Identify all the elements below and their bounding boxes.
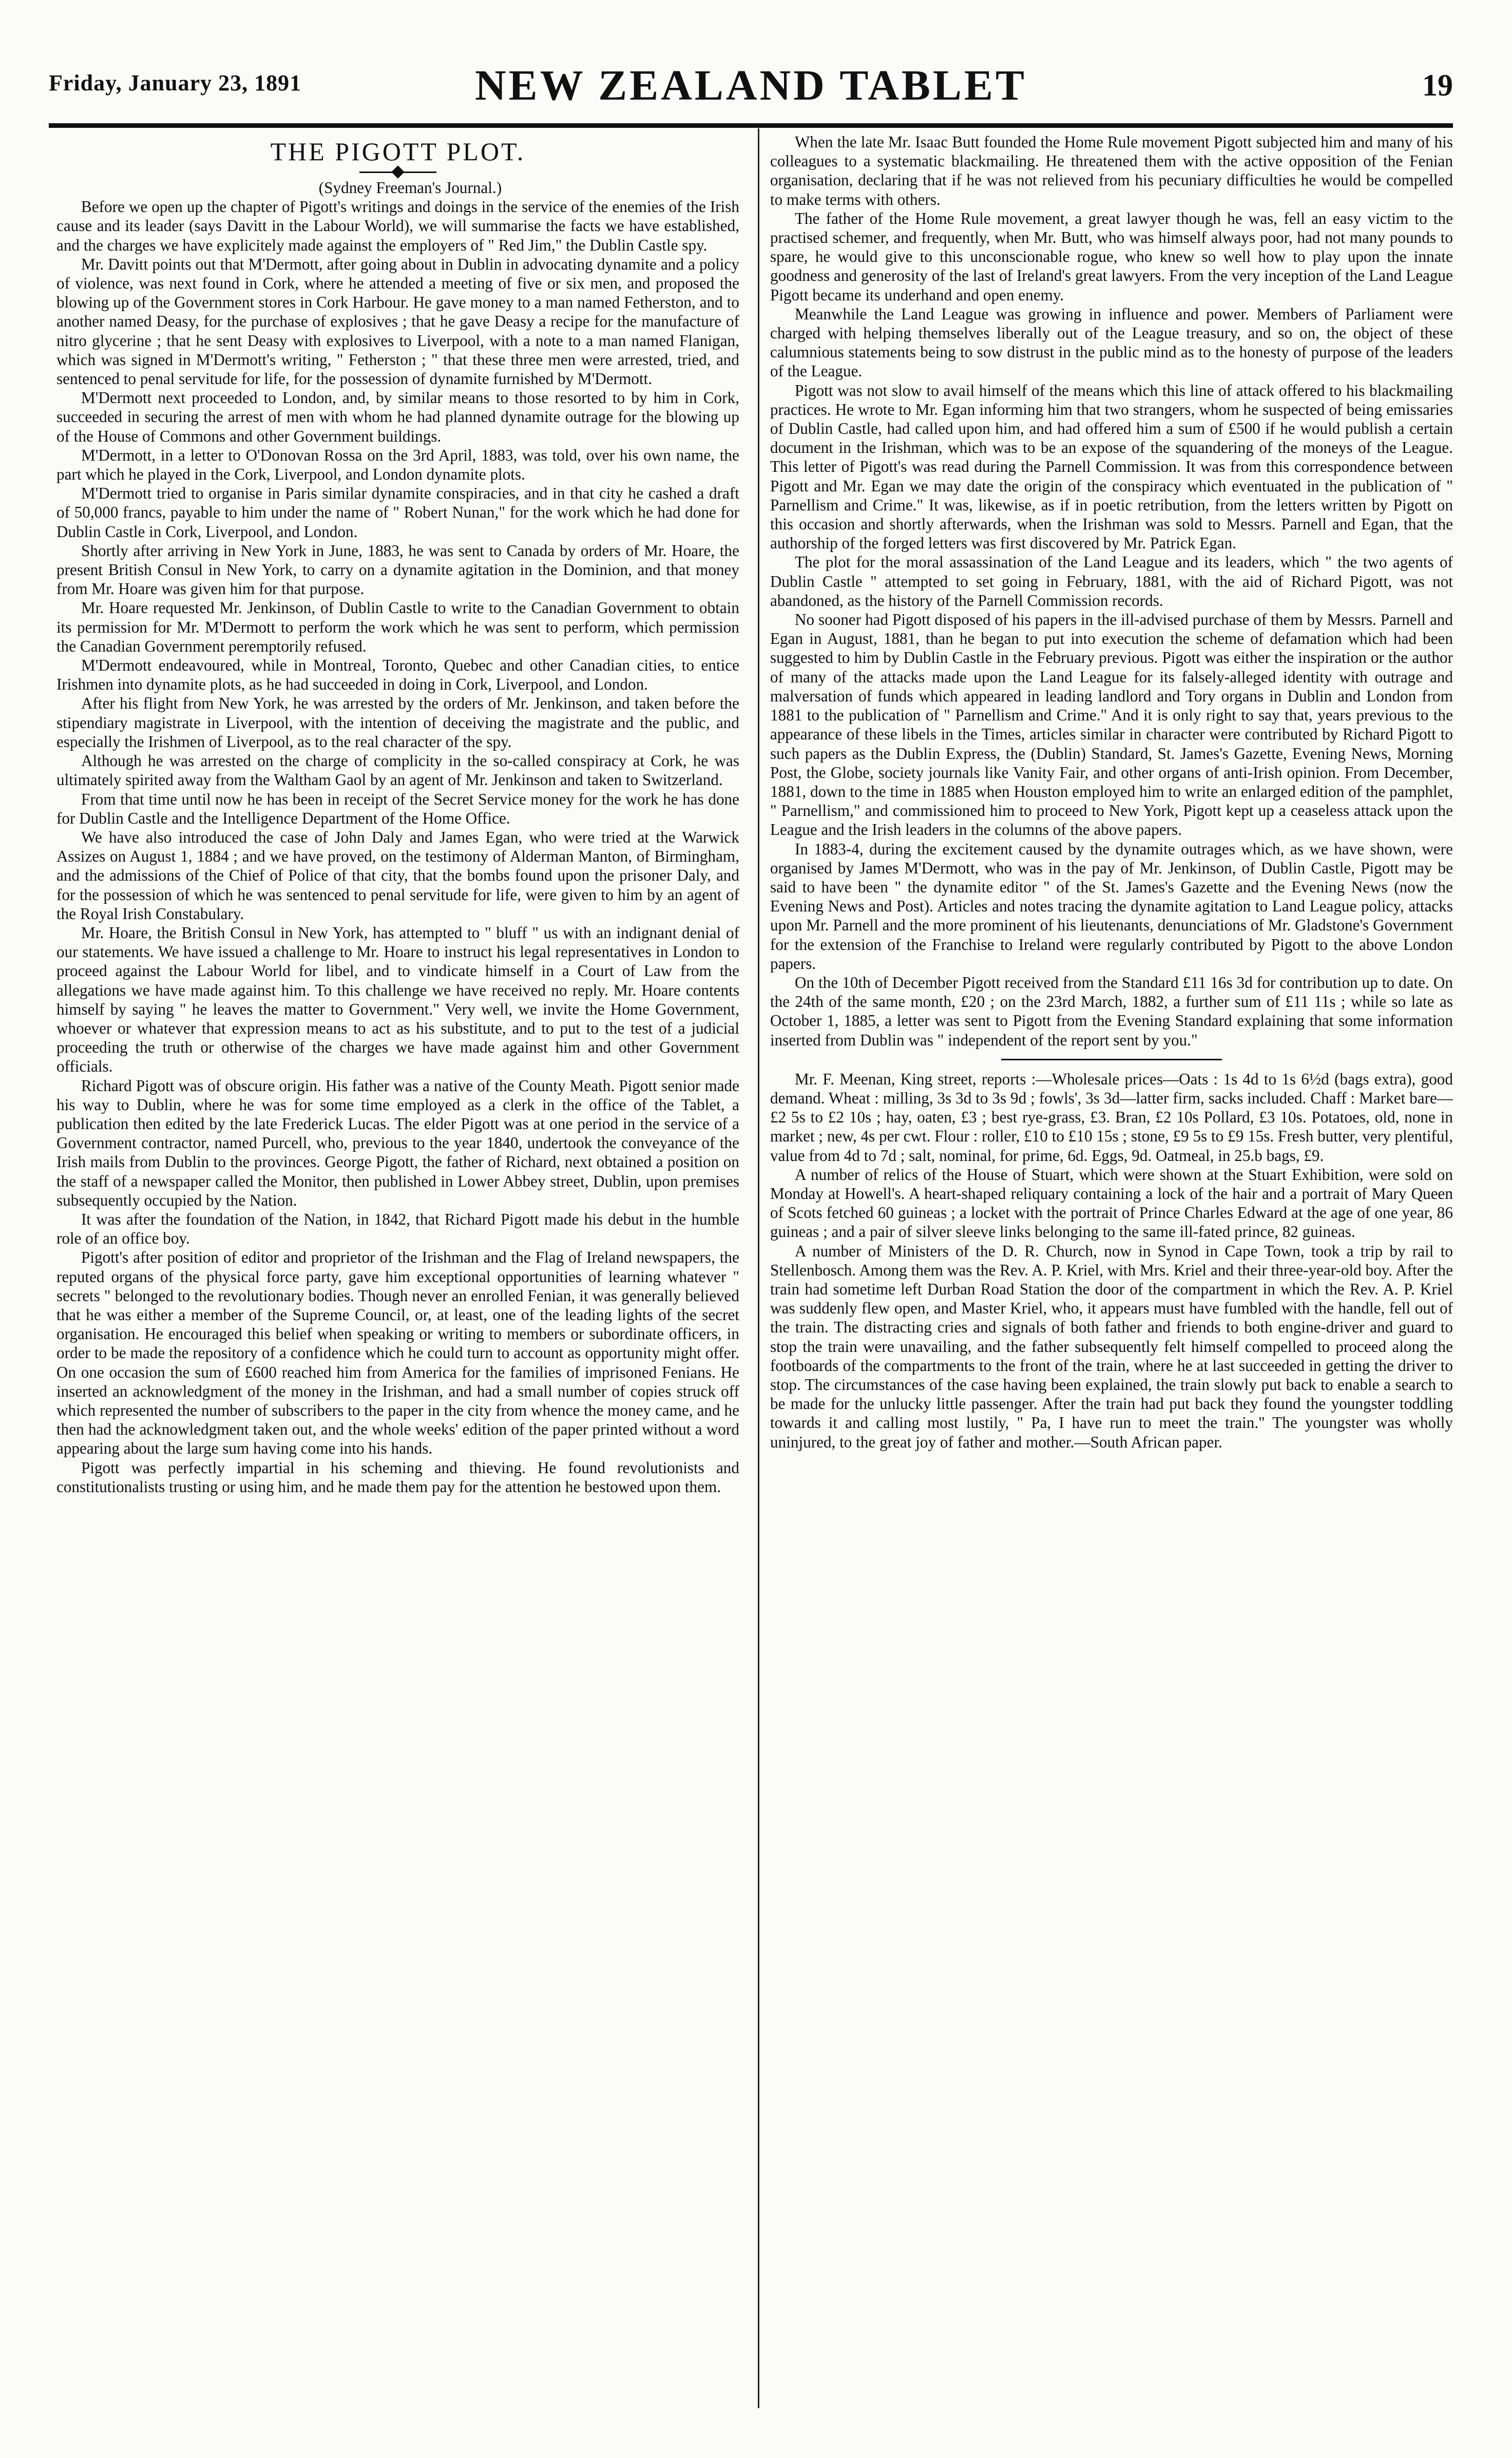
article-paragraph: When the late Mr. Isaac Butt founded the Home Rule movement Pigott subjected him and many of his colleagues to a systematic blackmailing. He threatened them with the active opposition of the Fenian organisation, declaring that if he was not relieved from his pecuniary difficulties he would be compelled to make terms with others. xyxy=(770,133,1453,208)
title-ornament xyxy=(359,172,436,173)
article-paragraph: On the 10th of December Pigott received from the Standard £11 16s 3d for contribution up to date. On the 24th of the same month, £20 ; on the 23rd March, 1882, a further sum of £11 11s ; while so late as October 1, 1885, a letter was sent to Pigott from the Evening Standard explaining that some information inserted from Dublin was " independent of the report sent by you." xyxy=(770,973,1453,1049)
article-title: THE PIGOTT PLOT. xyxy=(270,137,526,166)
article-paragraph: M'Dermott, in a letter to O'Donovan Rossa on the 3rd April, 1883, was told, over his own name, the part which he played in the Cork, Liverpool, and London dynamite plots. xyxy=(56,446,739,484)
article-paragraph: We have also introduced the case of John Daly and James Egan, who were tried at the Warwick Assizes on August 1, 1884 ; and we have proved, on the testimony of Alderman Manton, of Birmingham, and the admissions of the Chief of Police of that city, that the bombs found upon the prisoner Daly, and for the possession of which he was sentenced to penal servitude for life, were given to him by an agent of the Royal Irish Constabulary. xyxy=(56,828,739,923)
article-paragraph: The father of the Home Rule movement, a great lawyer though he was, fell an easy victim to the practised schemer, and frequently, when Mr. Butt, who was himself always poor, had not many pounds to spare, he would give to this unconscionable rogue, who knew so well how to play upon the innate goodness and generosity of the last of Ireland's great lawyers. From the very inception of the Land League Pigott became its underhand and open enemy. xyxy=(770,209,1453,304)
article-paragraph: Richard Pigott was of obscure origin. His father was a native of the County Meath. Pigott senior made his way to Dublin, where he was for some time employed as a clerk in the office of the Tablet, a publication then edited by the late Frederick Lucas. The elder Pigott was at one period in the service of a Government contractor, named Purcell, who, previous to the year 1840, undertook the conveyance of the Irish mails from Dublin to the provinces. George Pigott, the father of Richard, next obtained a position on the staff of a newspaper called the Monitor, then published in Lower Abbey street, Dublin, upon premises subsequently occupied by the Nation. xyxy=(56,1076,739,1209)
news-item-stuart-relics: A number of relics of the House of Stuart, which were shown at the Stuart Exhibition, were sold on Monday at Howell's. A heart-shaped reliquary containing a lock of the hair and a portrait of Mary Queen of Scots fetched 60 guineas ; a locket with the portrait of Prince Charles Edward at the age of one year, 86 guineas ; and a pair of silver sleeve links belonging to the same ill-fated prince, 82 guineas. xyxy=(770,1165,1453,1241)
article-paragraph: Mr. Davitt points out that M'Dermott, after going about in Dublin in advocating dynamite and a policy of violence, was next found in Cork, where he attended a meeting of five or six men, and proposed the blowing up of the Government stores in Cork Harbour. He gave money to a man named Fetherston, and to another named Deasy, for the purchase of explosives ; that he gave Deasy a recipe for the manufacture of nitro glycerine ; that he sent Deasy with explosives to Liverpool, with a note to a man named Flanigan, which was signed in M'Dermott's writing, " Fetherston ; " that these three men were arrested, tried, and sentenced to penal servitude for life, for the possession of dynamite furnished by M'Dermott. xyxy=(56,255,739,388)
article-paragraph: Pigott's after position of editor and proprietor of the Irishman and the Flag of Ireland newspapers, the reputed organs of the physical force party, gave him exceptional opportunities of learning whatever " secrets " belonged to the revolutionary bodies. Though never an enrolled Fenian, it was generally believed that he was either a member of the Supreme Council, or, at least, one of the leading lights of the secret organisation. He encouraged this belief when speaking or writing to members or subordinate officers, in order to be made the repository of a confidence which he could turn to account as opportunity might offer. On one occasion the sum of £600 reached him from America for the families of imprisoned Fenians. He inserted an acknowledgment of the money in the Irishman, and had a small number of copies struck off which represented the number of subscribers to the paper in the city from whence the money came, and he then had the acknowledgment taken out, and the whole weeks' edition of the paper printed without a word appearing about the large sum having come into his hands. xyxy=(56,1248,739,1458)
article-source: (Sydney Freeman's Journal.) xyxy=(318,179,502,197)
masthead-rule xyxy=(49,123,1453,128)
section-divider xyxy=(1001,1059,1222,1060)
page-number: 19 xyxy=(1422,68,1453,102)
article-paragraph: Shortly after arriving in New York in June, 1883, he was sent to Canada by orders of Mr. Hoare, the present British Consul in New York, to carry on a dynamite agitation in the Dominion, and that money from Mr. Hoare was given him for that purpose. xyxy=(56,541,739,598)
article-paragraph: Mr. Hoare, the British Consul in New York, has attempted to " bluff " us with an indignant denial of our statements. We have issued a challenge to Mr. Hoare to instruct his legal representatives in London to proceed against the Labour World for libel, and to vindicate himself in a Court of Law from the allegations we have made against him. To this challenge we have received no reply. Mr. Hoare contents himself by saying " he leaves the matter to Government." Very well, we invite the Home Government, whoever or whatever that expression means to act as his substitute, and to put to the test of a judicial proceeding the truth or otherwise of the charges we have made against him and other Government officials. xyxy=(56,923,739,1076)
column-left xyxy=(56,132,739,2407)
article-paragraph: M'Dermott endeavoured, while in Montreal, Toronto, Quebec and other Canadian cities, to entice Irishmen into dynamite plots, as he had succeeded in doing in Cork, Liverpool, and London. xyxy=(56,656,739,694)
column-divider xyxy=(758,128,759,2408)
article-paragraph: Pigott was not slow to avail himself of the means which this line of attack offered to his blackmailing practices. He wrote to Mr. Egan informing him that two strangers, whom he suspected of being emissaries of Dublin Castle, had called upon him, and had offered him a sum of £500 if he would publish a certain document in the Irishman, which was to be an expose of the squandering of the moneys of the League. This letter of Pigott's was read during the Parnell Commission. It was from this correspondence between Pigott and Mr. Egan we may date the origin of the conspiracy which eventuated in the publication of " Parnellism and Crime." It was, likewise, as if in poetic retribution, from the letters written by Pigott on this occasion and shortly afterwards, when the Irishman was sold to Messrs. Parnell and Egan, that the authorship of the forged letters was first discovered by Mr. Patrick Egan. xyxy=(770,381,1453,552)
article-paragraph: Although he was arrested on the charge of complicity in the so-called conspiracy at Cork, he was ultimately spirited away from the Waltham Gaol by an agent of Mr. Jenkinson and taken to Switzerland. xyxy=(56,752,739,789)
article-paragraph: The plot for the moral assassination of the Land League and its leaders, which " the two agents of Dublin Castle " attempted to set going in February, 1881, with the aid of Richard Pigott, was not abandoned, as the history of the Parnell Commission records. xyxy=(770,553,1453,609)
article-paragraph: Before we open up the chapter of Pigott's writings and doings in the service of the enemies of the Irish cause and its leader (says Davitt in the Labour World), we will summarise the facts we have established, and the charges we have explicitely made against the employers of " Red Jim," the Dublin Castle spy. xyxy=(56,198,739,254)
article-paragraph: Mr. Hoare requested Mr. Jenkinson, of Dublin Castle to write to the Canadian Government to obtain its permission for Mr. M'Dermott to perform the work which he was sent to perform, which permission the Canadian Government peremptorily refused. xyxy=(56,599,739,655)
article-paragraph: Pigott was perfectly impartial in his scheming and thieving. He found revolutionists and constitutionalists trusting or using him, and he made them pay for the attention he bestowed upon them. xyxy=(56,1458,739,1496)
column-right xyxy=(770,132,1453,2407)
article-paragraph: In 1883-4, during the excitement caused by the dynamite outrages which, as we have shown, were organised by James M'Dermott, who was in the pay of Mr. Jenkinson, of Dublin Castle, Pigott may be said to have been " the dynamite editor " of the St. James's Gazette and the Evening News (now the Evening News and Post). Articles and notes tracing the dynamite agitation to Land League policy, attacks upon Mr. Parnell and the more prominent of his lieutenants, denunciations of Mr. Gladstone's Government for the extension of the Franchise to Ireland were regularly contributed by Pigott to the above London papers. xyxy=(770,840,1453,973)
newspaper-title: NEW ZEALAND TABLET xyxy=(475,62,1027,109)
news-item-kriel-train: A number of Ministers of the D. R. Church, now in Synod in Cape Town, took a trip by rail to Stellenbosch. Among them was the Rev. A. P. Kriel, with Mrs. Kriel and their three-year-old boy. After the train had sometime left Durban Road Station the door of the compartment in which the Rev. A. P. Kriel was suddenly flew open, and Master Kriel, who, it appears must have fumbled with the handle, fell out of the train. The distracting cries and signals of both father and friends to both engine-driver and guard to stop the train were unavailing, and the father subsequently felt himself compelled to proceed along the footboards of the compartments to the front of the train, where he at last succeeded in getting the driver to stop. The circumstances of the case having been explained, the train slowly put back to enable a search to be made for the unlucky little passenger. After the train had put back they found the youngster toddling towards it and calling most lustily, " Pa, I have run to meet the train." The youngster was wholly uninjured, to the great joy of father and mother.—South African paper. xyxy=(770,1242,1453,1451)
article-paragraph: It was after the foundation of the Nation, in 1842, that Richard Pigott made his debut in the humble role of an office boy. xyxy=(56,1210,739,1248)
article-paragraph: M'Dermott tried to organise in Paris similar dynamite conspiracies, and in that city he cashed a draft of 50,000 francs, payable to him under the name of " Robert Nunan," for the work which he had done for Dublin Castle in Cork, Liverpool, and London. xyxy=(56,484,739,541)
article-paragraph: No sooner had Pigott disposed of his papers in the ill-advised purchase of them by Messrs. Parnell and Egan in August, 1881, than he began to put into execution the scheme of defamation which had been suggested to him by Dublin Castle in the February previous. Pigott was either the inspiration or the author of many of the attacks made upon the Land League for its falsely-alleged identity with outrage and malversation of funds which appeared in leading landlord and Tory organs in Dublin and London from 1881 to the publication of " Parnellism and Crime." And it is only right to say that, years previous to the appearance of these libels in the Times, articles similar in character were contributed by Richard Pigott to such papers as the Dublin Express, the (Dublin) Standard, St. James's Gazette, Evening News, Morning Post, the Globe, society journals like Vanity Fair, and other organs of anti-Irish opinion. From December, 1881, down to the time in 1885 when Houston employed him to write an enlarged edition of the pamphlet, " Parnellism," and commissioned him to proceed to New York, Pigott kept up a ceaseless attack upon the League and the Irish leaders in the columns of the above papers. xyxy=(770,611,1453,839)
article-paragraph: M'Dermott next proceeded to London, and, by similar means to those resorted to by him in Cork, succeeded in securing the arrest of men with whom he had planned dynamite outrage for the blowing up of the House of Commons and other Government buildings. xyxy=(56,389,739,445)
issue-date: Friday, January 23, 1891 xyxy=(49,70,302,96)
article-paragraph: Meanwhile the Land League was growing in influence and power. Members of Parliament were charged with helping themselves liberally out of the League treasury, and so on, the object of these calumnious statements being to sow distrust in the public mind as to the honesty of purpose of the leaders of the League. xyxy=(770,304,1453,380)
article-paragraph: After his flight from New York, he was arrested by the orders of Mr. Jenkinson, and taken before the stipendiary magistrate in Liverpool, with the intention of deceiving the magistrate and the public, and especially the Irishmen of Liverpool, as to the real character of the spy. xyxy=(56,694,739,751)
market-report: Mr. F. Meenan, King street, reports :—Wholesale prices—Oats : 1s 4d to 1s 6½d (bags extra), good demand. Wheat : milling, 3s 3d to 3s 9d ; fowls', 3s 3d—latter firm, sacks included. Chaff : Market bare—£2 5s to £2 10s ; hay, oaten, £3 ; best rye-grass, £3. Bran, £2 10s Pollard, £3 10s. Potatoes, old, none in market ; new, 4s per cwt. Flour : roller, £10 to £10 15s ; stone, £9 5s to £9 15s. Fresh butter, very plentiful, value from 4d to 7d ; salt, nominal, for prime, 6d. Eggs, 9d. Oatmeal, in 25.b bags, £9. xyxy=(770,1070,1453,1165)
article-paragraph: From that time until now he has been in receipt of the Secret Service money for the work he has done for Dublin Castle and the Intelligence Department of the Home Office. xyxy=(56,790,739,827)
masthead xyxy=(49,61,1453,117)
